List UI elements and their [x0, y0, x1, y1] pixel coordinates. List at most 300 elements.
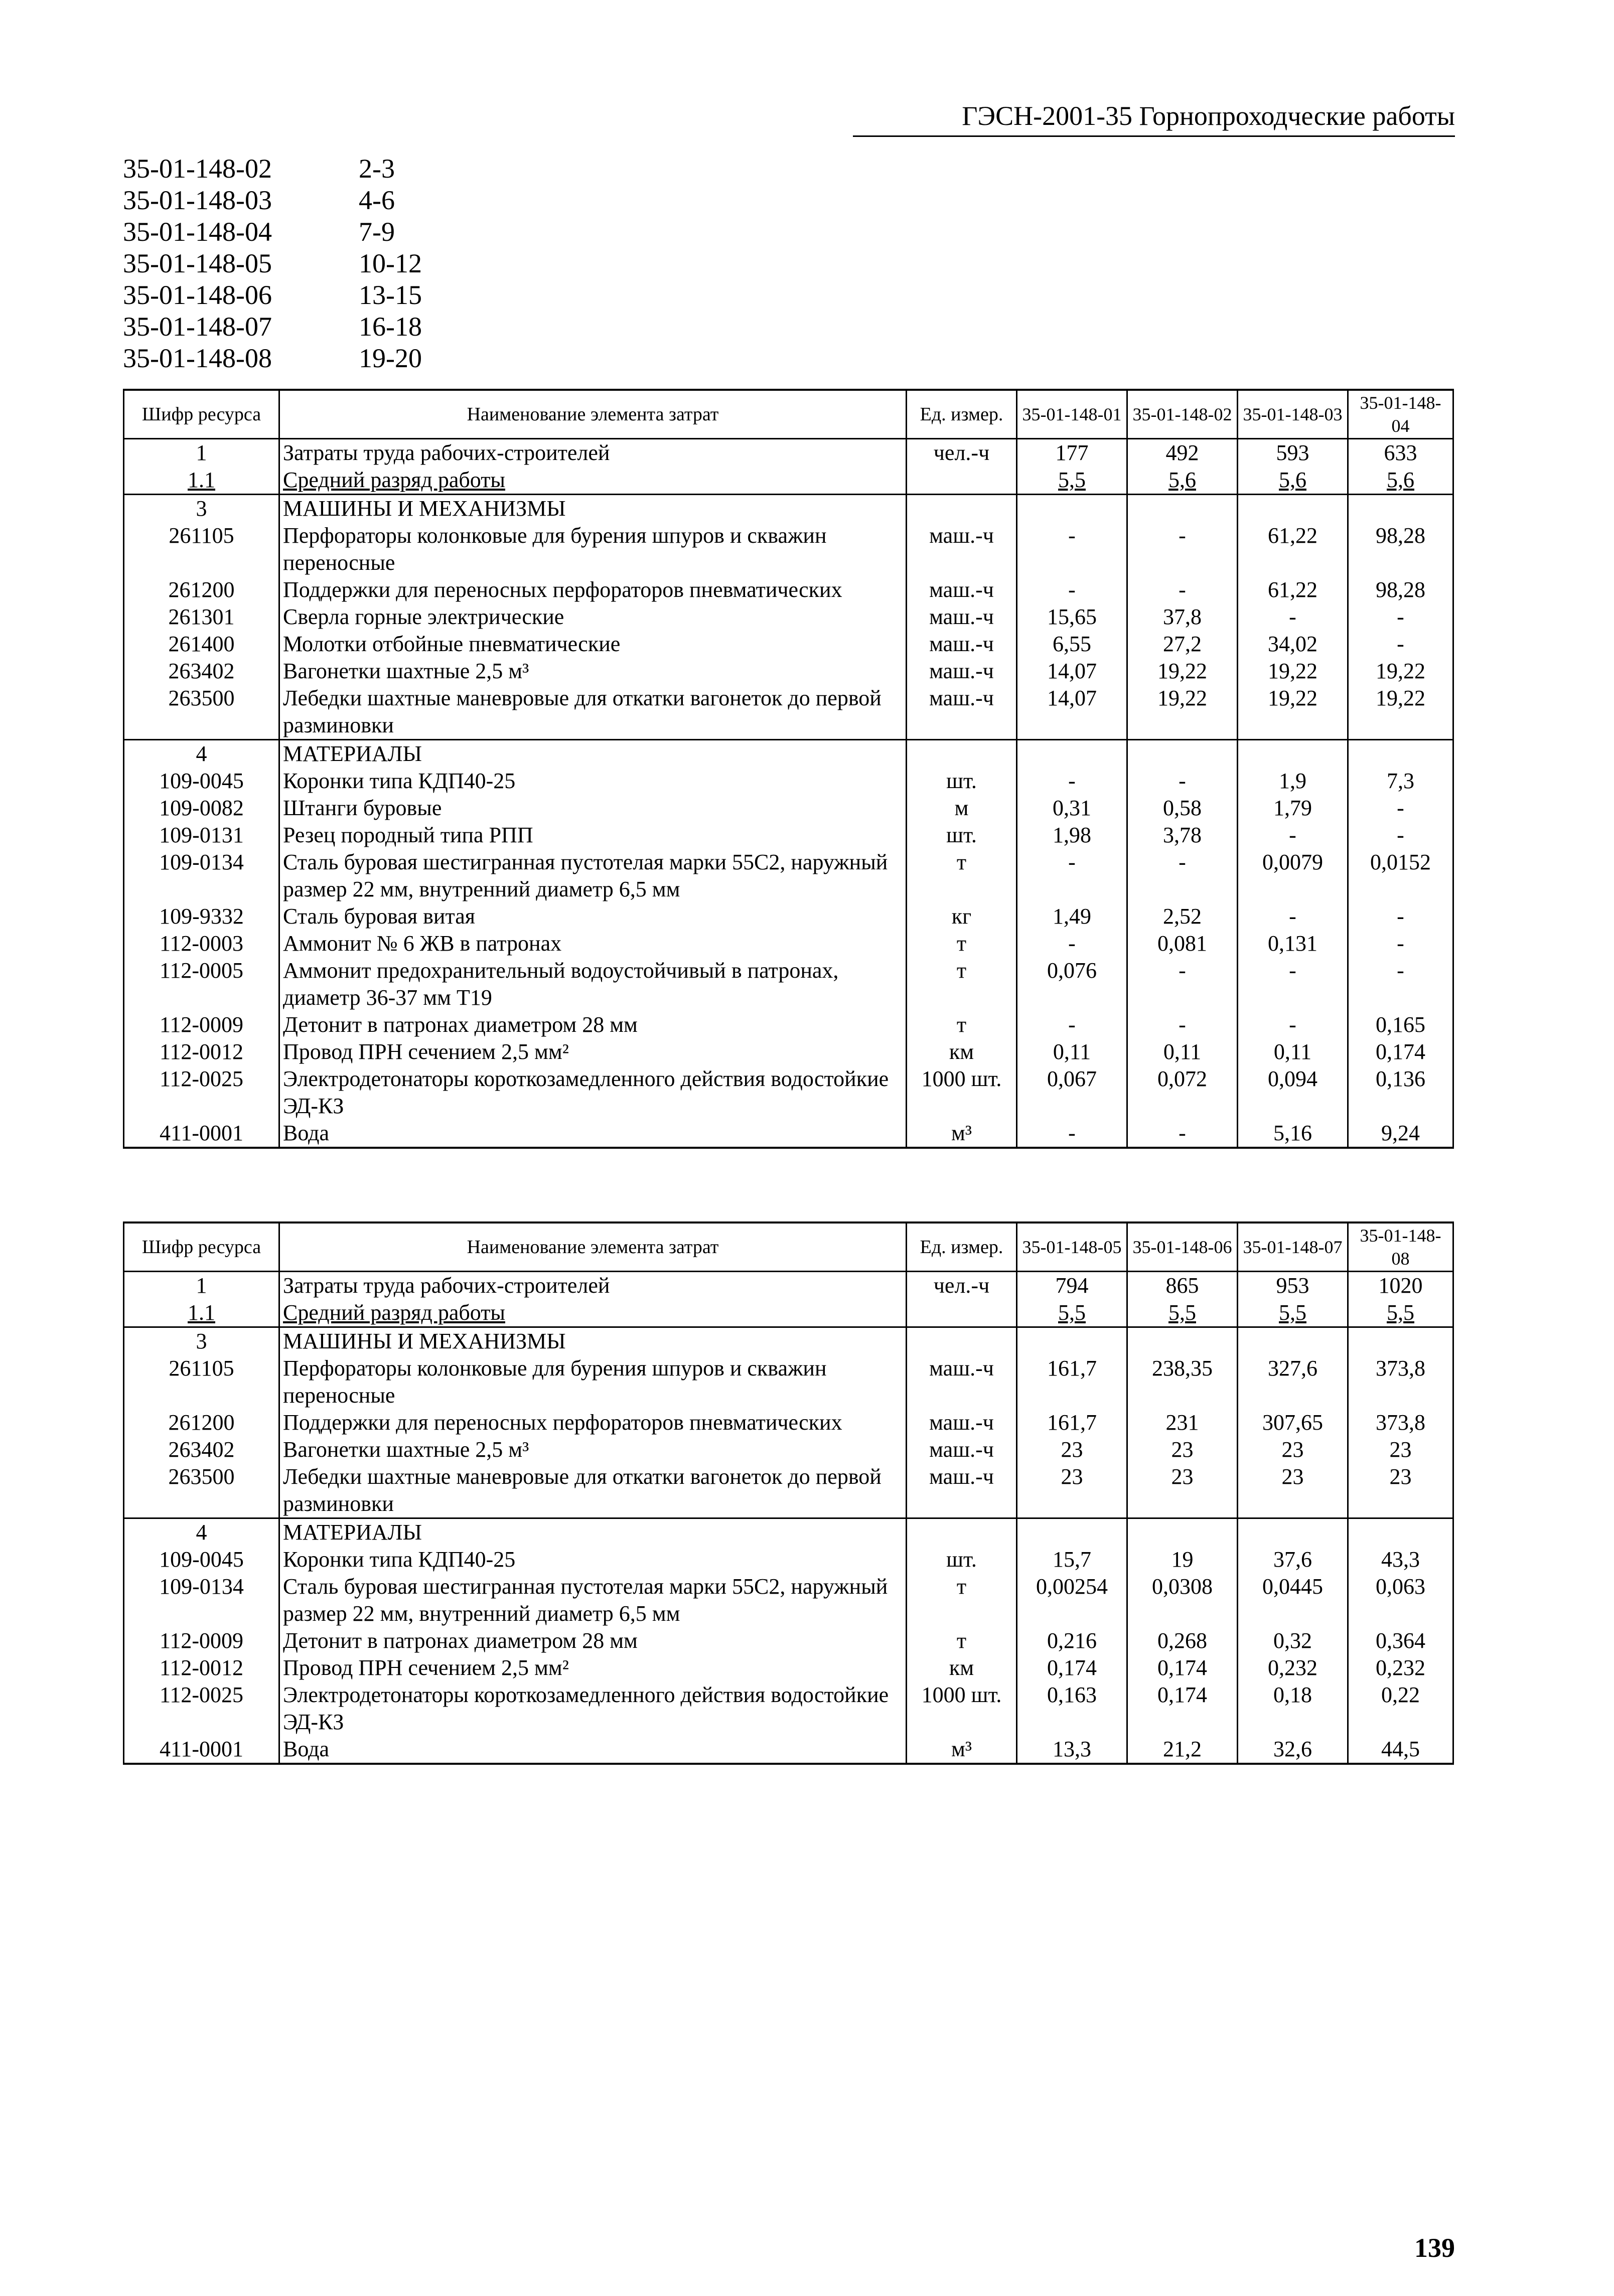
cost-element-cell: Затраты труда рабочих-строителей	[279, 1272, 907, 1300]
unit-cell: м³	[907, 1736, 1017, 1764]
value-cell: 23	[1127, 1436, 1238, 1463]
value-cell: 5,6	[1238, 467, 1348, 495]
table-row	[124, 849, 1453, 903]
value-cell: -	[1127, 768, 1238, 795]
table-row	[124, 957, 1453, 1011]
value-cell: 0,067	[1017, 1065, 1127, 1120]
table-row	[124, 795, 1453, 822]
resource-code-cell: 112-0012	[124, 1654, 279, 1681]
value-cell: 0,136	[1348, 1065, 1453, 1120]
value-cell: -	[1017, 1011, 1127, 1038]
code-range-value: 7-9	[359, 217, 395, 247]
value-cell: 0,22	[1348, 1681, 1453, 1736]
cost-element-cell: МАТЕРИАЛЫ	[279, 1518, 907, 1547]
value-cell: 0,0308	[1127, 1573, 1238, 1627]
resource-code-cell: 4	[124, 740, 279, 768]
unit-cell: маш.-ч	[907, 658, 1017, 685]
value-cell: 0,0445	[1238, 1573, 1348, 1627]
table-header-row	[124, 1222, 1453, 1272]
header-unit: Ед. измер.	[907, 1222, 1017, 1272]
resource-code-cell: 4	[124, 1518, 279, 1547]
resource-code-cell: 112-0025	[124, 1681, 279, 1736]
value-cell: 0,11	[1127, 1038, 1238, 1065]
resource-table-2	[123, 1221, 1454, 1765]
value-cell: 1,9	[1238, 768, 1348, 795]
table-row	[124, 1573, 1453, 1627]
value-cell	[1127, 1518, 1238, 1547]
resource-code-cell: 112-0012	[124, 1038, 279, 1065]
value-cell	[1238, 1518, 1348, 1547]
code-range-value: 10-12	[359, 248, 422, 278]
unit-cell: км	[907, 1654, 1017, 1681]
header-rule	[853, 135, 1455, 137]
value-cell: 492	[1127, 439, 1238, 467]
value-cell: 5,5	[1238, 1299, 1348, 1327]
value-cell: 0,131	[1238, 930, 1348, 957]
resource-code-cell: 109-0082	[124, 795, 279, 822]
value-cell: -	[1238, 603, 1348, 631]
resource-code-cell: 1	[124, 1272, 279, 1300]
header-norm-col: 35-01-148-03	[1238, 390, 1348, 439]
code-range-row	[123, 216, 474, 248]
unit-cell: маш.-ч	[907, 576, 1017, 603]
resource-code-cell: 112-0003	[124, 930, 279, 957]
code-range-row	[123, 279, 474, 311]
value-cell: -	[1127, 522, 1238, 576]
table-row	[124, 1654, 1453, 1681]
value-cell: 0,063	[1348, 1573, 1453, 1627]
value-cell: 19,22	[1127, 658, 1238, 685]
value-cell: 307,65	[1238, 1409, 1348, 1436]
unit-cell: м³	[907, 1120, 1017, 1148]
value-cell: 13,3	[1017, 1736, 1127, 1764]
value-cell: 44,5	[1348, 1736, 1453, 1764]
header-norm-col: 35-01-148-07	[1238, 1222, 1348, 1272]
header-resource-code: Шифр ресурса	[124, 390, 279, 439]
value-cell: -	[1348, 603, 1453, 631]
page-header-title: ГЭСН-2001-35 Горнопроходческие работы	[962, 101, 1455, 131]
value-cell: 0,216	[1017, 1627, 1127, 1654]
value-cell: -	[1348, 822, 1453, 849]
unit-cell	[907, 1327, 1017, 1355]
table-row	[124, 603, 1453, 631]
value-cell: 0,232	[1238, 1654, 1348, 1681]
value-cell: 373,8	[1348, 1355, 1453, 1409]
cost-element-cell: Резец породный типа РПП	[279, 822, 907, 849]
resource-code-cell: 109-0045	[124, 768, 279, 795]
value-cell: 2,52	[1127, 903, 1238, 930]
value-cell: -	[1348, 903, 1453, 930]
value-cell: 5,6	[1348, 467, 1453, 495]
resource-code-cell: 109-0045	[124, 1546, 279, 1573]
code-range-code: 35-01-148-08	[123, 343, 272, 373]
resource-code-cell: 411-0001	[124, 1120, 279, 1148]
value-cell: -	[1238, 903, 1348, 930]
unit-cell: т	[907, 1573, 1017, 1627]
value-cell: 0,081	[1127, 930, 1238, 957]
unit-cell: кг	[907, 903, 1017, 930]
value-cell: -	[1348, 930, 1453, 957]
value-cell: 0,32	[1238, 1627, 1348, 1654]
unit-cell: маш.-ч	[907, 1355, 1017, 1409]
value-cell: 327,6	[1238, 1355, 1348, 1409]
resource-code-cell: 112-0009	[124, 1011, 279, 1038]
unit-cell	[907, 1299, 1017, 1327]
value-cell: 37,6	[1238, 1546, 1348, 1573]
value-cell: -	[1348, 957, 1453, 1011]
table-row	[124, 631, 1453, 658]
cost-element-cell: Коронки типа КДП40-25	[279, 768, 907, 795]
unit-cell: т	[907, 849, 1017, 903]
unit-cell	[907, 495, 1017, 523]
cost-element-cell: Молотки отбойные пневматические	[279, 631, 907, 658]
cost-element-cell: Штанги буровые	[279, 795, 907, 822]
unit-cell: т	[907, 957, 1017, 1011]
table-row	[124, 1546, 1453, 1573]
table-row	[124, 1736, 1453, 1764]
value-cell: 3,78	[1127, 822, 1238, 849]
value-cell: 9,24	[1348, 1120, 1453, 1148]
value-cell: 61,22	[1238, 522, 1348, 576]
code-range-value: 13-15	[359, 280, 422, 310]
value-cell: -	[1127, 576, 1238, 603]
value-cell: 633	[1348, 439, 1453, 467]
value-cell: 14,07	[1017, 685, 1127, 740]
unit-cell: маш.-ч	[907, 603, 1017, 631]
value-cell: 177	[1017, 439, 1127, 467]
value-cell: 0,232	[1348, 1654, 1453, 1681]
value-cell	[1017, 495, 1127, 523]
resource-code-cell: 109-0134	[124, 849, 279, 903]
unit-cell: маш.-ч	[907, 685, 1017, 740]
resource-table-1	[123, 389, 1454, 1149]
value-cell: -	[1348, 795, 1453, 822]
table-row	[124, 1011, 1453, 1038]
value-cell	[1348, 495, 1453, 523]
resource-code-cell: 261200	[124, 576, 279, 603]
header-norm-col: 35-01-148-06	[1127, 1222, 1238, 1272]
value-cell: -	[1017, 768, 1127, 795]
value-cell: 23	[1348, 1436, 1453, 1463]
code-range-code: 35-01-148-02	[123, 154, 272, 184]
code-range-code: 35-01-148-03	[123, 185, 272, 215]
code-range-code: 35-01-148-07	[123, 312, 272, 342]
value-cell	[1017, 1518, 1127, 1547]
cost-element-cell: Сталь буровая шестигранная пустотелая марки 55С2, наружный размер 22 мм, внутренний диаметр 6,5 мм	[279, 1573, 907, 1627]
value-cell: 231	[1127, 1409, 1238, 1436]
value-cell: 19,22	[1127, 685, 1238, 740]
cost-element-cell: Провод ПРН сечением 2,5 мм²	[279, 1038, 907, 1065]
value-cell: 0,174	[1127, 1681, 1238, 1736]
value-cell: 0,174	[1348, 1038, 1453, 1065]
code-range-row	[123, 311, 474, 343]
resource-code-cell: 1	[124, 439, 279, 467]
table-row	[124, 1518, 1453, 1547]
table-row	[124, 1627, 1453, 1654]
value-cell	[1348, 1518, 1453, 1547]
value-cell: 7,3	[1348, 768, 1453, 795]
table-row	[124, 1038, 1453, 1065]
resource-code-cell: 263500	[124, 1463, 279, 1518]
unit-cell: т	[907, 1627, 1017, 1654]
cost-element-cell: Детонит в патронах диаметром 28 мм	[279, 1011, 907, 1038]
unit-cell: т	[907, 930, 1017, 957]
cost-element-cell: Аммонит № 6 ЖВ в патронах	[279, 930, 907, 957]
value-cell: 593	[1238, 439, 1348, 467]
code-range-value: 2-3	[359, 154, 395, 184]
value-cell: -	[1017, 849, 1127, 903]
table-body	[124, 439, 1453, 1148]
table-row	[124, 740, 1453, 768]
resource-code-cell: 263402	[124, 658, 279, 685]
value-cell: 0,58	[1127, 795, 1238, 822]
unit-cell: маш.-ч	[907, 1463, 1017, 1518]
resource-code-cell: 411-0001	[124, 1736, 279, 1764]
resource-code-cell: 109-0131	[124, 822, 279, 849]
unit-cell: маш.-ч	[907, 1409, 1017, 1436]
value-cell: 19,22	[1348, 685, 1453, 740]
unit-cell: маш.-ч	[907, 1436, 1017, 1463]
code-range-row	[123, 343, 474, 374]
value-cell: 0,11	[1238, 1038, 1348, 1065]
value-cell: 0,0152	[1348, 849, 1453, 903]
cost-element-cell: Детонит в патронах диаметром 28 мм	[279, 1627, 907, 1654]
value-cell: 0,268	[1127, 1627, 1238, 1654]
value-cell: 19,22	[1348, 658, 1453, 685]
resource-code-cell: 112-0009	[124, 1627, 279, 1654]
unit-cell: м	[907, 795, 1017, 822]
table-row	[124, 1120, 1453, 1148]
table-row	[124, 1065, 1453, 1120]
table-row	[124, 1355, 1453, 1409]
header-resource-code: Шифр ресурса	[124, 1222, 279, 1272]
value-cell: 5,5	[1348, 1299, 1453, 1327]
resource-code-cell: 1.1	[124, 467, 279, 495]
value-cell	[1238, 495, 1348, 523]
value-cell: 5,5	[1127, 1299, 1238, 1327]
page-number: 139	[1414, 2233, 1455, 2263]
unit-cell: 1000 шт.	[907, 1681, 1017, 1736]
code-range-value: 16-18	[359, 312, 422, 342]
table-row	[124, 439, 1453, 467]
value-cell: 373,8	[1348, 1409, 1453, 1436]
value-cell	[1348, 1327, 1453, 1355]
value-cell: 1,49	[1017, 903, 1127, 930]
value-cell: 1,79	[1238, 795, 1348, 822]
cost-element-cell: Перфораторы колонковые для бурения шпуров и скважин переносные	[279, 522, 907, 576]
value-cell: 43,3	[1348, 1546, 1453, 1573]
value-cell: 0,11	[1017, 1038, 1127, 1065]
value-cell: 15,7	[1017, 1546, 1127, 1573]
cost-element-cell: МАШИНЫ И МЕХАНИЗМЫ	[279, 1327, 907, 1355]
value-cell	[1127, 740, 1238, 768]
unit-cell: шт.	[907, 822, 1017, 849]
value-cell	[1348, 740, 1453, 768]
value-cell	[1017, 740, 1127, 768]
value-cell: 34,02	[1238, 631, 1348, 658]
value-cell: 15,65	[1017, 603, 1127, 631]
value-cell: 23	[1017, 1436, 1127, 1463]
header-norm-col: 35-01-148-04	[1348, 390, 1453, 439]
code-range-code: 35-01-148-05	[123, 248, 272, 278]
code-range-row	[123, 185, 474, 216]
table-row	[124, 1299, 1453, 1327]
unit-cell: чел.-ч	[907, 439, 1017, 467]
resource-code-cell: 3	[124, 1327, 279, 1355]
value-cell: -	[1348, 631, 1453, 658]
value-cell: 23	[1127, 1463, 1238, 1518]
value-cell: -	[1127, 1120, 1238, 1148]
value-cell: 5,5	[1017, 467, 1127, 495]
resource-code-cell: 3	[124, 495, 279, 523]
header-unit: Ед. измер.	[907, 390, 1017, 439]
unit-cell	[907, 1518, 1017, 1547]
value-cell: 953	[1238, 1272, 1348, 1300]
table-row	[124, 467, 1453, 495]
table-row	[124, 1681, 1453, 1736]
table-row	[124, 822, 1453, 849]
value-cell	[1017, 1327, 1127, 1355]
value-cell: 19,22	[1238, 658, 1348, 685]
resource-code-cell: 261400	[124, 631, 279, 658]
header-norm-col: 35-01-148-08	[1348, 1222, 1453, 1272]
header-norm-col: 35-01-148-05	[1017, 1222, 1127, 1272]
cost-element-cell: Поддержки для переносных перфораторов пневматических	[279, 1409, 907, 1436]
value-cell: -	[1127, 849, 1238, 903]
header-cost-element: Наименование элемента затрат	[279, 1222, 907, 1272]
cost-element-cell: Сталь буровая витая	[279, 903, 907, 930]
cost-element-cell: Вода	[279, 1736, 907, 1764]
unit-cell	[907, 467, 1017, 495]
value-cell: 1,98	[1017, 822, 1127, 849]
cost-element-cell: Вода	[279, 1120, 907, 1148]
cost-element-cell: Электродетонаторы короткозамедленного действия водостойкие ЭД-КЗ	[279, 1681, 907, 1736]
value-cell	[1127, 1327, 1238, 1355]
resource-code-cell: 263500	[124, 685, 279, 740]
cost-element-cell: Электродетонаторы короткозамедленного действия водостойкие ЭД-КЗ	[279, 1065, 907, 1120]
table-row	[124, 576, 1453, 603]
resource-code-cell: 109-0134	[124, 1573, 279, 1627]
cost-element-cell: Вагонетки шахтные 2,5 м³	[279, 1436, 907, 1463]
resource-code-cell: 112-0005	[124, 957, 279, 1011]
table-row	[124, 768, 1453, 795]
table-row	[124, 685, 1453, 740]
cost-element-cell: Средний разряд работы	[279, 467, 907, 495]
value-cell: 0,31	[1017, 795, 1127, 822]
cost-element-cell: Сталь буровая шестигранная пустотелая марки 55С2, наружный размер 22 мм, внутренний диаметр 6,5 мм	[279, 849, 907, 903]
value-cell: 865	[1127, 1272, 1238, 1300]
value-cell: 6,55	[1017, 631, 1127, 658]
resource-code-cell: 261301	[124, 603, 279, 631]
code-range-code: 35-01-148-04	[123, 217, 272, 247]
table-header-row	[124, 390, 1453, 439]
cost-element-cell: Средний разряд работы	[279, 1299, 907, 1327]
value-cell: -	[1238, 1011, 1348, 1038]
value-cell: 61,22	[1238, 576, 1348, 603]
value-cell: 0,072	[1127, 1065, 1238, 1120]
value-cell: 0,076	[1017, 957, 1127, 1011]
value-cell: 5,6	[1127, 467, 1238, 495]
value-cell: 19,22	[1238, 685, 1348, 740]
value-cell: -	[1127, 957, 1238, 1011]
unit-cell	[907, 740, 1017, 768]
resource-code-cell: 109-9332	[124, 903, 279, 930]
table-row	[124, 658, 1453, 685]
value-cell: -	[1238, 957, 1348, 1011]
value-cell: 32,6	[1238, 1736, 1348, 1764]
value-cell: 0,364	[1348, 1627, 1453, 1654]
resource-code-cell: 263402	[124, 1436, 279, 1463]
cost-element-cell: Вагонетки шахтные 2,5 м³	[279, 658, 907, 685]
value-cell: -	[1127, 1011, 1238, 1038]
cost-element-cell: Перфораторы колонковые для бурения шпуров и скважин переносные	[279, 1355, 907, 1409]
unit-cell: км	[907, 1038, 1017, 1065]
table-row	[124, 903, 1453, 930]
cost-element-cell: Лебедки шахтные маневровые для откатки вагонеток до первой разминовки	[279, 1463, 907, 1518]
value-cell: 19	[1127, 1546, 1238, 1573]
value-cell: 23	[1017, 1463, 1127, 1518]
cost-element-cell: МАШИНЫ И МЕХАНИЗМЫ	[279, 495, 907, 523]
code-range-value: 4-6	[359, 185, 395, 215]
table-row	[124, 930, 1453, 957]
value-cell: 5,16	[1238, 1120, 1348, 1148]
value-cell: 1020	[1348, 1272, 1453, 1300]
value-cell: 0,18	[1238, 1681, 1348, 1736]
unit-cell: маш.-ч	[907, 522, 1017, 576]
cost-element-cell: Провод ПРН сечением 2,5 мм²	[279, 1654, 907, 1681]
header-norm-col: 35-01-148-01	[1017, 390, 1127, 439]
value-cell: 5,5	[1017, 1299, 1127, 1327]
value-cell	[1238, 1327, 1348, 1355]
unit-cell: шт.	[907, 1546, 1017, 1573]
cost-element-cell: Коронки типа КДП40-25	[279, 1546, 907, 1573]
resource-code-cell: 261105	[124, 522, 279, 576]
value-cell: 23	[1238, 1436, 1348, 1463]
value-cell: 161,7	[1017, 1409, 1127, 1436]
resource-code-cell: 261200	[124, 1409, 279, 1436]
value-cell: 21,2	[1127, 1736, 1238, 1764]
header-cost-element: Наименование элемента затрат	[279, 390, 907, 439]
cost-element-cell: Сверла горные электрические	[279, 603, 907, 631]
value-cell: 0,094	[1238, 1065, 1348, 1120]
value-cell: 161,7	[1017, 1355, 1127, 1409]
resource-code-cell: 1.1	[124, 1299, 279, 1327]
cost-element-cell: Лебедки шахтные маневровые для откатки вагонеток до первой разминовки	[279, 685, 907, 740]
value-cell: -	[1017, 522, 1127, 576]
code-range-code: 35-01-148-06	[123, 280, 272, 310]
value-cell: 0,00254	[1017, 1573, 1127, 1627]
unit-cell: маш.-ч	[907, 631, 1017, 658]
value-cell: 0,174	[1017, 1654, 1127, 1681]
table-row	[124, 1463, 1453, 1518]
value-cell: 23	[1348, 1463, 1453, 1518]
table-body	[124, 1272, 1453, 1764]
code-range-value: 19-20	[359, 343, 422, 373]
table-row	[124, 1409, 1453, 1436]
value-cell: 0,163	[1017, 1681, 1127, 1736]
value-cell: -	[1017, 930, 1127, 957]
table-row	[124, 495, 1453, 523]
value-cell: 37,8	[1127, 603, 1238, 631]
value-cell: 0,165	[1348, 1011, 1453, 1038]
value-cell: -	[1238, 822, 1348, 849]
unit-cell: чел.-ч	[907, 1272, 1017, 1300]
table-row	[124, 522, 1453, 576]
code-range-list	[123, 153, 474, 374]
resource-code-cell: 261105	[124, 1355, 279, 1409]
value-cell: 0,174	[1127, 1654, 1238, 1681]
value-cell: 23	[1238, 1463, 1348, 1518]
